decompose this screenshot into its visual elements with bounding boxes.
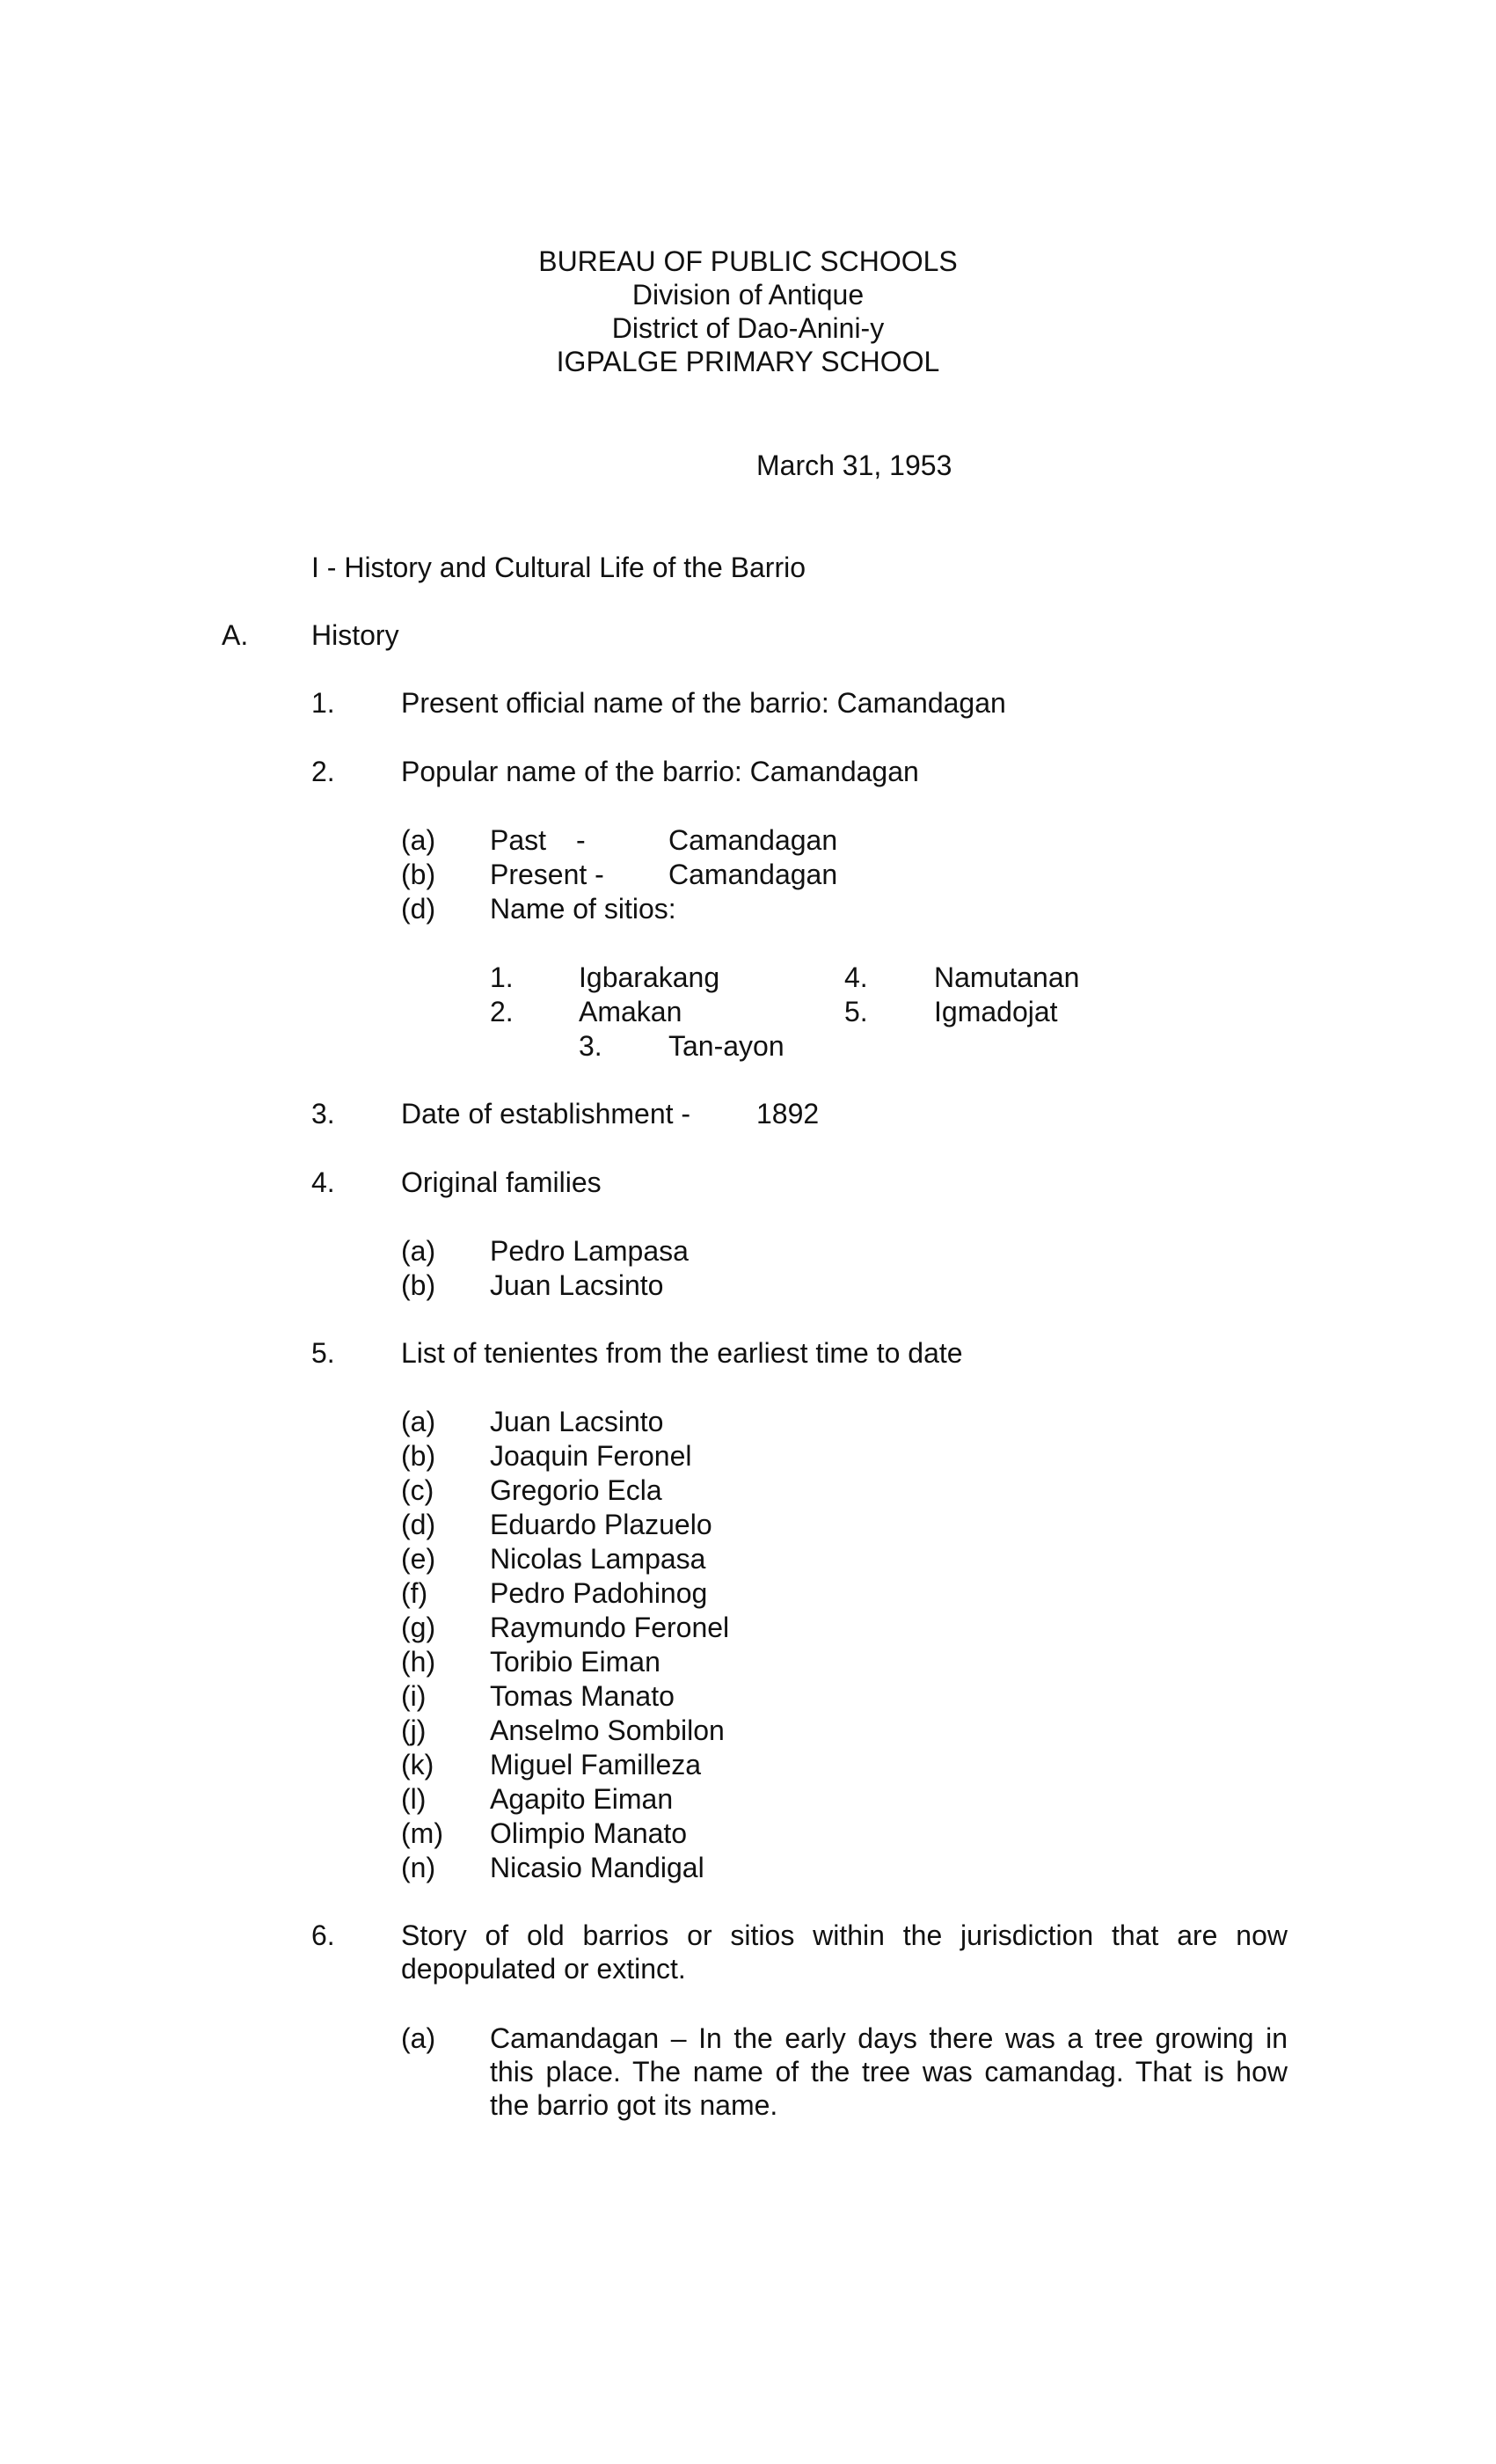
official-name: Present official name of the barrio: Camandagan: [401, 687, 1006, 719]
document-date: March 31, 1953: [756, 450, 952, 481]
popular-name: Popular name of the barrio: Camandagan: [401, 756, 919, 787]
sub-marker: (a): [401, 1235, 436, 1267]
teniente-name: Agapito Eiman: [490, 1783, 674, 1815]
sub-marker: (a): [401, 2022, 436, 2054]
teniente-name: Toribio Eiman: [490, 1646, 660, 1678]
past-label: Past: [490, 824, 547, 856]
sub-marker: (d): [401, 893, 436, 925]
sub-marker: (g): [401, 1612, 436, 1643]
sub-marker: (a): [401, 1406, 436, 1437]
teniente-name: Juan Lacsinto: [490, 1406, 664, 1437]
section-title: History: [311, 619, 399, 651]
teniente-name: Raymundo Feronel: [490, 1612, 730, 1643]
present-label: Present -: [490, 859, 604, 890]
teniente-name: Gregorio Ecla: [490, 1474, 662, 1506]
sitio-name: Igmadojat: [934, 996, 1058, 1027]
teniente-name: Olimpio Manato: [490, 1817, 688, 1849]
teniente-name: Anselmo Sombilon: [490, 1715, 725, 1746]
past-value: Camandagan: [668, 824, 838, 856]
item-number: 5.: [311, 1337, 335, 1369]
item-number: 3.: [311, 1098, 335, 1130]
establishment-label: Date of establishment -: [401, 1098, 691, 1130]
sub-marker: (m): [401, 1817, 443, 1849]
sitios-label: Name of sitios:: [490, 893, 676, 925]
header-district: District of Dao-Anini-y: [611, 312, 885, 344]
sub-marker: (f): [401, 1577, 428, 1609]
sitio-name: Igbarakang: [579, 961, 720, 993]
sitio-name: Amakan: [579, 996, 682, 1027]
establishment-year: 1892: [756, 1098, 820, 1130]
sub-marker: (d): [401, 1509, 436, 1540]
tenientes-label: List of tenientes from the earliest time to date: [401, 1337, 963, 1369]
sub-marker: (h): [401, 1646, 436, 1678]
past-dash: -: [576, 824, 586, 856]
sitio-number: 2.: [490, 996, 514, 1027]
sub-marker: (c): [401, 1474, 434, 1506]
teniente-name: Pedro Padohinog: [490, 1577, 708, 1609]
sub-marker: (n): [401, 1852, 436, 1883]
sub-marker: (j): [401, 1715, 427, 1746]
teniente-name: Joaquin Feronel: [490, 1440, 692, 1472]
sitio-number: 3.: [579, 1030, 602, 1062]
header-school: IGPALGE PRIMARY SCHOOL: [556, 346, 940, 377]
teniente-name: Miguel Familleza: [490, 1749, 702, 1780]
sub-marker: (k): [401, 1749, 434, 1780]
sitio-number: 4.: [844, 961, 868, 993]
old-barrios-label: Story of old barrios or sitios within the jurisdiction that are now depopulated or extinct.: [401, 1919, 1288, 1985]
family-name: Juan Lacsinto: [490, 1269, 664, 1301]
teniente-name: Nicasio Mandigal: [490, 1852, 704, 1883]
item-number: 4.: [311, 1166, 335, 1198]
sub-marker: (a): [401, 824, 436, 856]
header-bureau: BUREAU OF PUBLIC SCHOOLS: [538, 245, 958, 277]
sub-marker: (i): [401, 1680, 427, 1712]
teniente-name: Nicolas Lampasa: [490, 1543, 706, 1575]
sitio-number: 1.: [490, 961, 514, 993]
sitio-number: 5.: [844, 996, 868, 1027]
camandagan-story: Camandagan – In the early days there was a tree growing in this place. The name of the tree was camandag. That is how the barrio got its name.: [490, 2022, 1288, 2121]
sub-marker: (l): [401, 1783, 427, 1815]
sub-marker: (b): [401, 859, 436, 890]
section-marker: A.: [222, 619, 249, 651]
sub-marker: (e): [401, 1543, 436, 1575]
original-families-label: Original families: [401, 1166, 602, 1198]
sitio-name: Tan-ayon: [668, 1030, 784, 1062]
item-number: 2.: [311, 756, 335, 787]
sitio-name: Namutanan: [934, 961, 1080, 993]
item-number: 6.: [311, 1919, 335, 1951]
family-name: Pedro Lampasa: [490, 1235, 689, 1267]
item-number: 1.: [311, 687, 335, 719]
sub-marker: (b): [401, 1269, 436, 1301]
teniente-name: Tomas Manato: [490, 1680, 675, 1712]
sub-marker: (b): [401, 1440, 436, 1472]
present-value: Camandagan: [668, 859, 838, 890]
part-title: I - History and Cultural Life of the Barrio: [311, 552, 806, 583]
header-division: Division of Antique: [631, 279, 865, 311]
teniente-name: Eduardo Plazuelo: [490, 1509, 712, 1540]
